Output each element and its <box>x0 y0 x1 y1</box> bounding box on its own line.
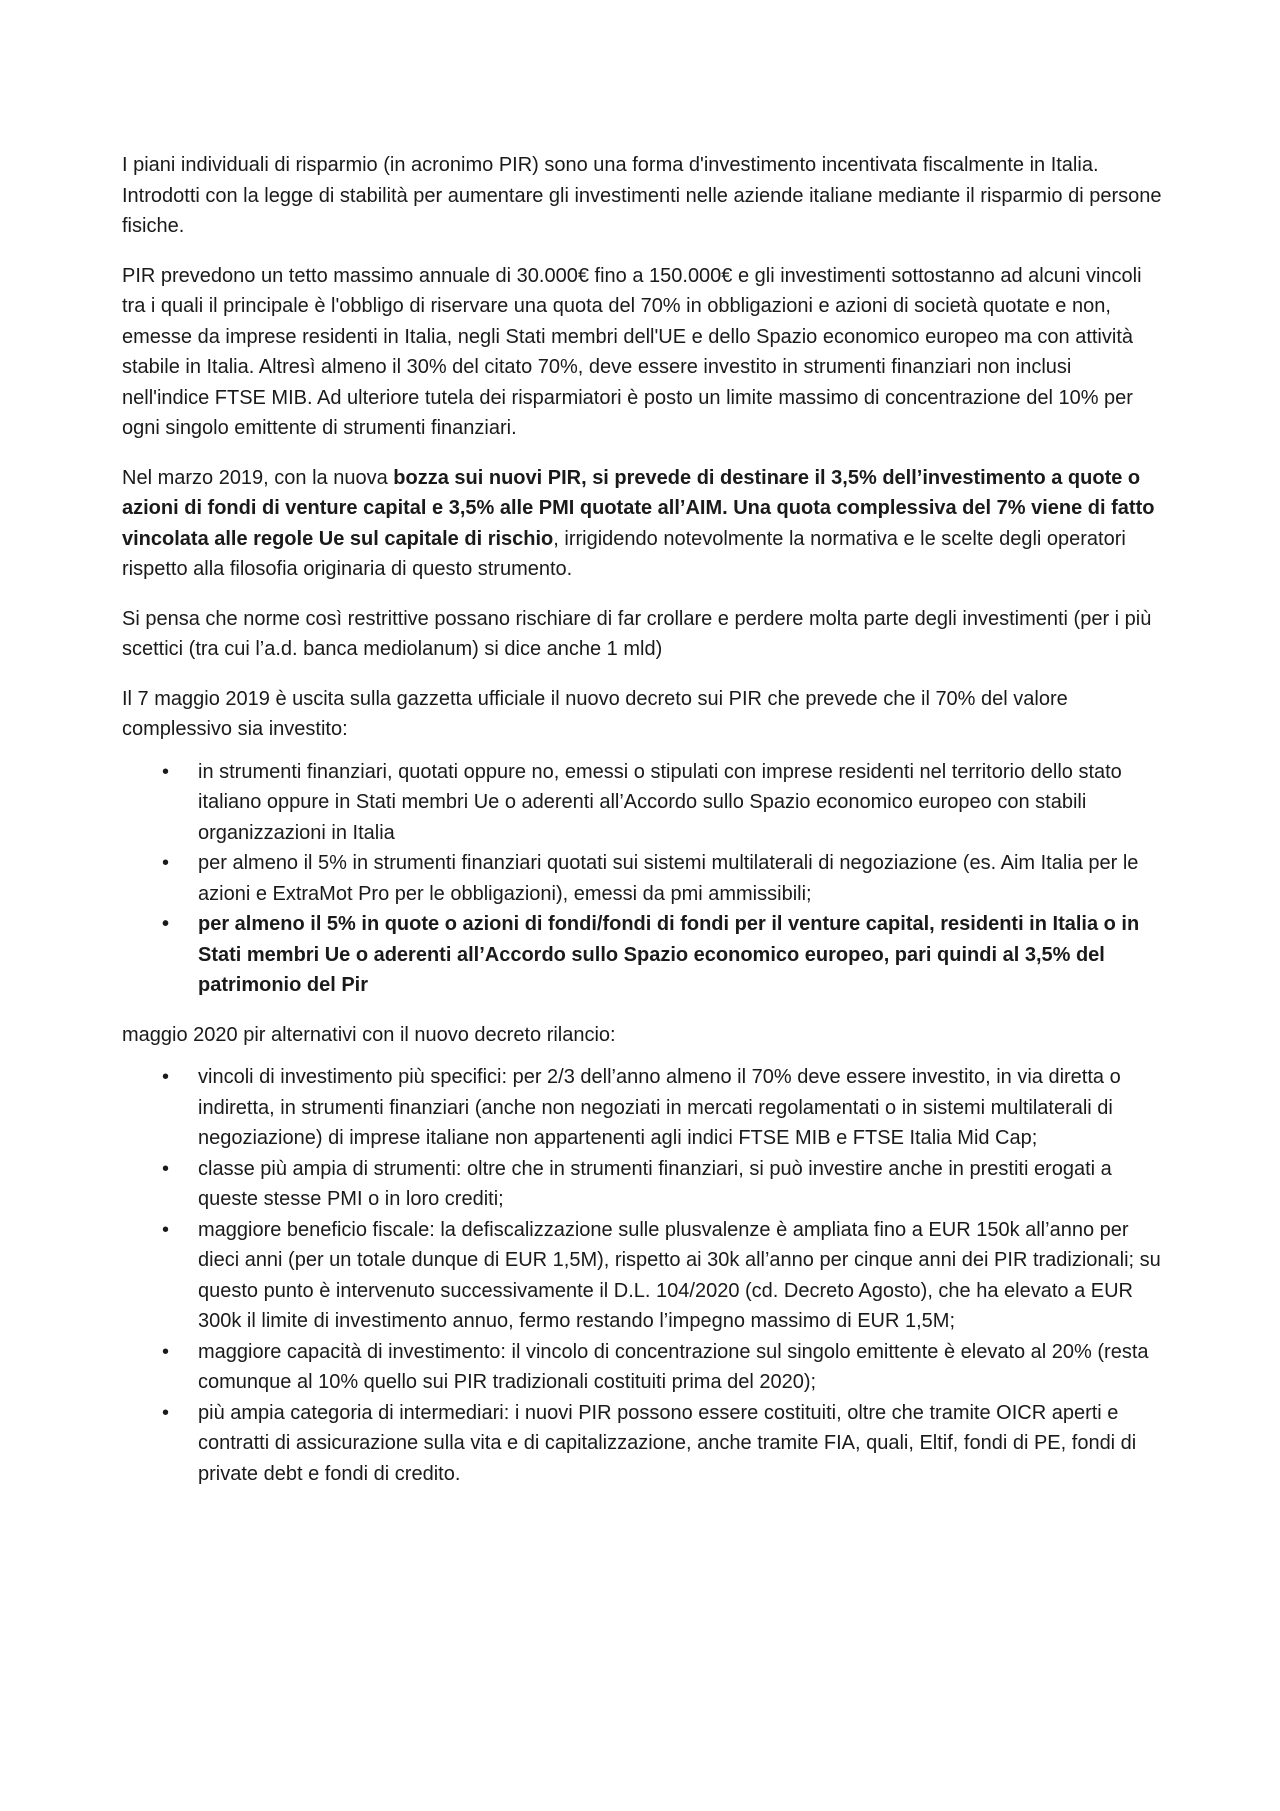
bullet-icon: • <box>162 1066 170 1088</box>
bullet-icon: • <box>162 852 170 874</box>
list-item-text: per almeno il 5% in quote o azioni di fondi/fondi di fondi per il venture capital, residenti in Italia o in Stati membri Ue o aderenti all’Accordo sullo Spazio economico europeo, pari quindi al 3,5% del patrimonio del Pir <box>198 913 1140 996</box>
paragraph-march-2019-intro: Nel marzo 2019, con la nuova <box>122 466 394 489</box>
list-item-text: classe più ampia di strumenti: oltre che in strumenti finanziari, si può investire anche in prestiti erogati a queste stesse PMI o in loro crediti; <box>198 1157 1112 1210</box>
paragraph-march-2019 <box>122 463 1162 585</box>
list-item-text: in strumenti finanziari, quotati oppure no, emessi o stipulati con imprese residenti nel territorio dello stato italiano oppure in Stati membri Ue o aderenti all’Accordo sullo Spazio economico europeo con stabili organizzazioni in Italia <box>198 760 1122 844</box>
list-item-text: maggiore beneficio fiscale: la defiscalizzazione sulle plusvalenze è ampliata fino a EUR 150k all’anno per dieci anni (per un totale dunque di EUR 1,5M), rispetto ai 30k all’anno per cinque anni dei PIR tradizionali; su questo punto è intervenuto successivamente il D.L. 104/2020 (cd. Decreto Agosto), che ha elevato a EUR 300k il limite di investimento annuo, fermo restando l’impegno massimo di EUR 1,5M; <box>198 1218 1161 1332</box>
list-item-text: vincoli di investimento più specifici: per 2/3 dell’anno almeno il 70% deve essere investito, in via diretta o indiretta, in strumenti finanziari (anche non negoziati in mercati regolamentati o in sistemi multilaterali di negoziazione) di imprese italiane non appartenenti agli indici FTSE MIB e FTSE Italia Mid Cap; <box>198 1066 1121 1149</box>
paragraph-concerns: Si pensa che norme così restrittive possano rischiare di far crollare e perdere molta parte degli investimenti (per i più scettici (tra cui l’a.d. banca mediolanum) si dice anche 1 mld) <box>122 607 1152 660</box>
list-item-text: maggiore capacità di investimento: il vincolo di concentrazione sul singolo emittente è elevato al 20% (resta comunque al 10% quello sui PIR tradizionali costituiti prima del 2020); <box>198 1340 1149 1393</box>
list-item <box>122 1215 1162 1337</box>
paragraph-may-2019: Il 7 maggio 2019 è uscita sulla gazzetta ufficiale il nuovo decreto sui PIR che prevede che il 70% del valore complessivo sia investito: <box>122 687 1068 740</box>
list-item <box>122 1062 1162 1154</box>
list-item-text: più ampia categoria di intermediari: i nuovi PIR possono essere costituiti, oltre che tramite OICR aperti e contratti di assicurazione sulla vita e di capitalizzazione, anche tramite FIA, quali, Eltif, fondi di PE, fondi di private debt e fondi di credito. <box>198 1401 1137 1485</box>
bullet-icon: • <box>162 1218 170 1241</box>
paragraph-limits: PIR prevedono un tetto massimo annuale di 30.000€ fino a 150.000€ e gli investimenti sottostanno ad alcuni vincoli tra i quali il principale è l'obbligo di riservare una quota del 70% in obbligazioni e azioni di società quotate e non, emesse da imprese residenti in Italia, negli Stati membri dell'UE e dello Spazio economico europeo ma con attività stabile in Italia. Altresì almeno il 30% del citato 70%, deve essere investito in strumenti finanziari non inclusi nell'indice FTSE MIB. Ad ulteriore tutela dei risparmiatori è posto un limite massimo di concentrazione del 10% per ogni singolo emittente di strumenti finanziari. <box>122 264 1142 439</box>
list-may-2019 <box>122 757 1162 1001</box>
bullet-icon: • <box>162 1401 170 1424</box>
bullet-icon: • <box>162 913 170 935</box>
bullet-icon: • <box>162 760 170 783</box>
paragraph-march-2019-rest: , irrigidendo notevolmente la normativa e le scelte degli operatori rispetto alla filosofia originaria di questo strumento. <box>122 527 1126 580</box>
list-item <box>122 1398 1162 1490</box>
document-page <box>122 150 1162 1508</box>
bullet-icon: • <box>162 1340 170 1363</box>
paragraph-march-2019-bold: bozza sui nuovi PIR, si prevede di destinare il 3,5% dell’investimento a quote o azioni di fondi di venture capital e 3,5% alle PMI quotate all’AIM. Una quota complessiva del 7% viene di fatto vincolata alle regole Ue sul capitale di rischio <box>122 466 1155 550</box>
bullet-icon: • <box>162 1157 170 1180</box>
list-item-text: per almeno il 5% in strumenti finanziari quotati sui sistemi multilaterali di negoziazione (es. Aim Italia per le azioni e ExtraMot Pro per le obbligazioni), emessi da pmi ammissibili; <box>198 852 1139 905</box>
list-item <box>122 848 1162 909</box>
list-item <box>122 757 1162 849</box>
paragraph-intro: I piani individuali di risparmio (in acronimo PIR) sono una forma d'investimento incentivata fiscalmente in Italia. Introdotti con la legge di stabilità per aumentare gli investimenti nelle aziende italiane mediante il risparmio di persone fisiche. <box>122 154 1162 237</box>
list-item <box>122 909 1162 1001</box>
list-may-2020 <box>122 1062 1162 1489</box>
list-item <box>122 1337 1162 1398</box>
list-item <box>122 1154 1162 1215</box>
paragraph-may-2020: maggio 2020 pir alternativi con il nuovo decreto rilancio: <box>122 1023 616 1046</box>
